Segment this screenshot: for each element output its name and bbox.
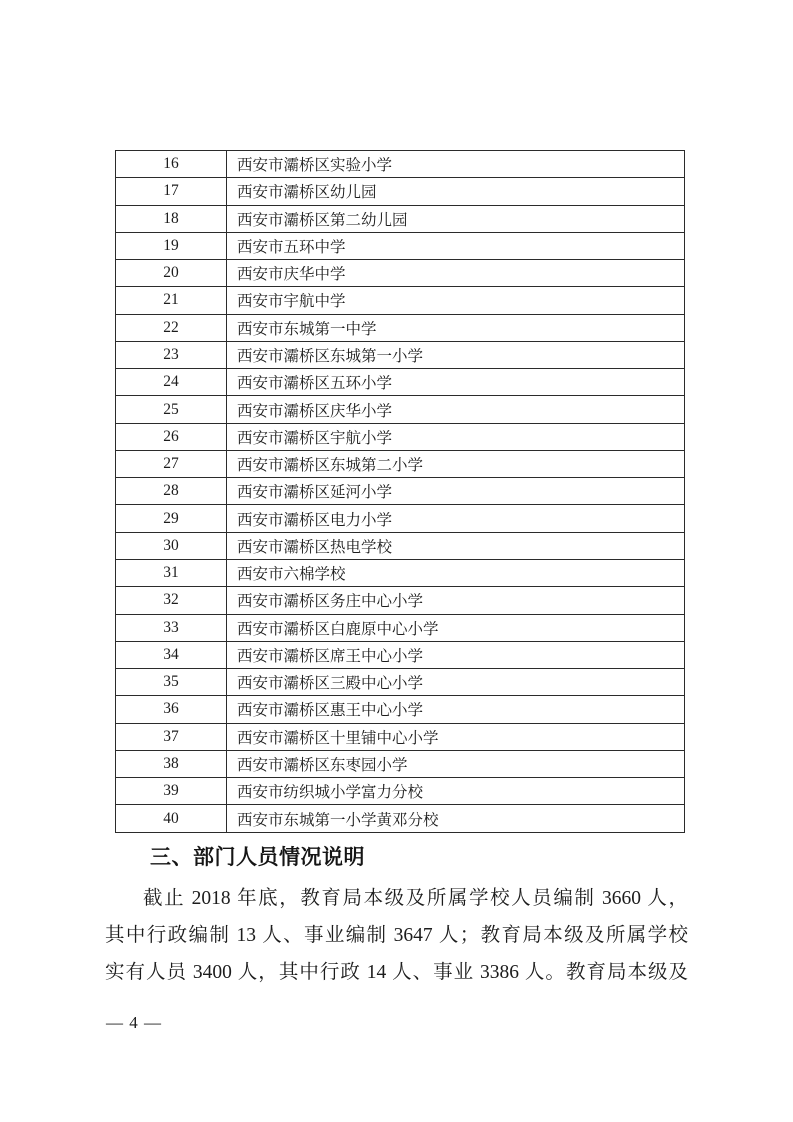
paragraph-line-2: 其中行政编制 13 人、事业编制 3647 人；教育局本级及所属学校 xyxy=(105,925,688,946)
table-row xyxy=(116,314,685,341)
table-row xyxy=(116,396,685,423)
table-row xyxy=(116,723,685,750)
row-number-cell: 30 xyxy=(116,532,227,559)
table-row xyxy=(116,805,685,833)
row-number-cell: 27 xyxy=(116,450,227,477)
table-row xyxy=(116,450,685,477)
page-number: — 4 — xyxy=(106,1013,162,1032)
school-name-cell: 西安市灞桥区延河小学 xyxy=(227,478,685,505)
row-number-cell: 36 xyxy=(116,696,227,723)
table-row xyxy=(116,696,685,723)
row-number-cell: 29 xyxy=(116,505,227,532)
table-row xyxy=(116,205,685,232)
paragraph-line-3: 实有人员 3400 人，其中行政 14 人、事业 3386 人。教育局本级及 xyxy=(105,962,688,983)
school-name-cell: 西安市灞桥区五环小学 xyxy=(227,369,685,396)
school-name-cell: 西安市灞桥区务庄中心小学 xyxy=(227,587,685,614)
school-name-cell: 西安市灞桥区惠王中心小学 xyxy=(227,696,685,723)
row-number-cell: 35 xyxy=(116,669,227,696)
table-row xyxy=(116,532,685,559)
school-name-cell: 西安市灞桥区热电学校 xyxy=(227,532,685,559)
row-number-cell: 31 xyxy=(116,559,227,586)
row-number-cell: 17 xyxy=(116,178,227,205)
table-row xyxy=(116,587,685,614)
table-row xyxy=(116,641,685,668)
row-number-cell: 33 xyxy=(116,614,227,641)
school-name-cell: 西安市宇航中学 xyxy=(227,287,685,314)
school-name-cell: 西安市灞桥区东城第二小学 xyxy=(227,450,685,477)
school-name-cell: 西安市灞桥区十里铺中心小学 xyxy=(227,723,685,750)
school-name-cell: 西安市灞桥区电力小学 xyxy=(227,505,685,532)
paragraph-line-1: 截止 2018 年底，教育局本级及所属学校人员编制 3660 人， xyxy=(143,888,688,909)
school-name-cell: 西安市五环中学 xyxy=(227,232,685,259)
school-table xyxy=(115,150,685,833)
school-name-cell: 西安市庆华中学 xyxy=(227,260,685,287)
table-row xyxy=(116,778,685,805)
school-name-cell: 西安市灞桥区第二幼儿园 xyxy=(227,205,685,232)
school-name-cell: 西安市灞桥区白鹿原中心小学 xyxy=(227,614,685,641)
table-row xyxy=(116,178,685,205)
school-name-cell: 西安市灞桥区宇航小学 xyxy=(227,423,685,450)
table-row xyxy=(116,750,685,777)
row-number-cell: 19 xyxy=(116,232,227,259)
table-row xyxy=(116,614,685,641)
row-number-cell: 38 xyxy=(116,750,227,777)
row-number-cell: 24 xyxy=(116,369,227,396)
row-number-cell: 25 xyxy=(116,396,227,423)
school-name-cell: 西安市灞桥区幼儿园 xyxy=(227,178,685,205)
row-number-cell: 16 xyxy=(116,151,227,178)
table-row xyxy=(116,151,685,178)
table-row xyxy=(116,341,685,368)
section-heading: 三、部门人员情况说明 xyxy=(150,846,365,869)
row-number-cell: 40 xyxy=(116,805,227,833)
row-number-cell: 22 xyxy=(116,314,227,341)
table-row xyxy=(116,369,685,396)
table-row xyxy=(116,287,685,314)
school-name-cell: 西安市六棉学校 xyxy=(227,559,685,586)
table-row xyxy=(116,232,685,259)
body-paragraph xyxy=(105,880,688,991)
table-row xyxy=(116,505,685,532)
school-name-cell: 西安市灞桥区东枣园小学 xyxy=(227,750,685,777)
school-name-cell: 西安市灞桥区三殿中心小学 xyxy=(227,669,685,696)
row-number-cell: 34 xyxy=(116,641,227,668)
table-row xyxy=(116,260,685,287)
table-row xyxy=(116,423,685,450)
school-table-body xyxy=(116,151,685,833)
school-name-cell: 西安市东城第一中学 xyxy=(227,314,685,341)
school-name-cell: 西安市灞桥区东城第一小学 xyxy=(227,341,685,368)
row-number-cell: 21 xyxy=(116,287,227,314)
school-name-cell: 西安市灞桥区席王中心小学 xyxy=(227,641,685,668)
school-name-cell: 西安市灞桥区庆华小学 xyxy=(227,396,685,423)
table-row xyxy=(116,559,685,586)
table-row xyxy=(116,478,685,505)
school-name-cell: 西安市纺织城小学富力分校 xyxy=(227,778,685,805)
row-number-cell: 26 xyxy=(116,423,227,450)
school-name-cell: 西安市灞桥区实验小学 xyxy=(227,151,685,178)
row-number-cell: 32 xyxy=(116,587,227,614)
row-number-cell: 23 xyxy=(116,341,227,368)
row-number-cell: 37 xyxy=(116,723,227,750)
row-number-cell: 39 xyxy=(116,778,227,805)
row-number-cell: 28 xyxy=(116,478,227,505)
school-name-cell: 西安市东城第一小学黄邓分校 xyxy=(227,805,685,833)
row-number-cell: 18 xyxy=(116,205,227,232)
row-number-cell: 20 xyxy=(116,260,227,287)
table-row xyxy=(116,669,685,696)
